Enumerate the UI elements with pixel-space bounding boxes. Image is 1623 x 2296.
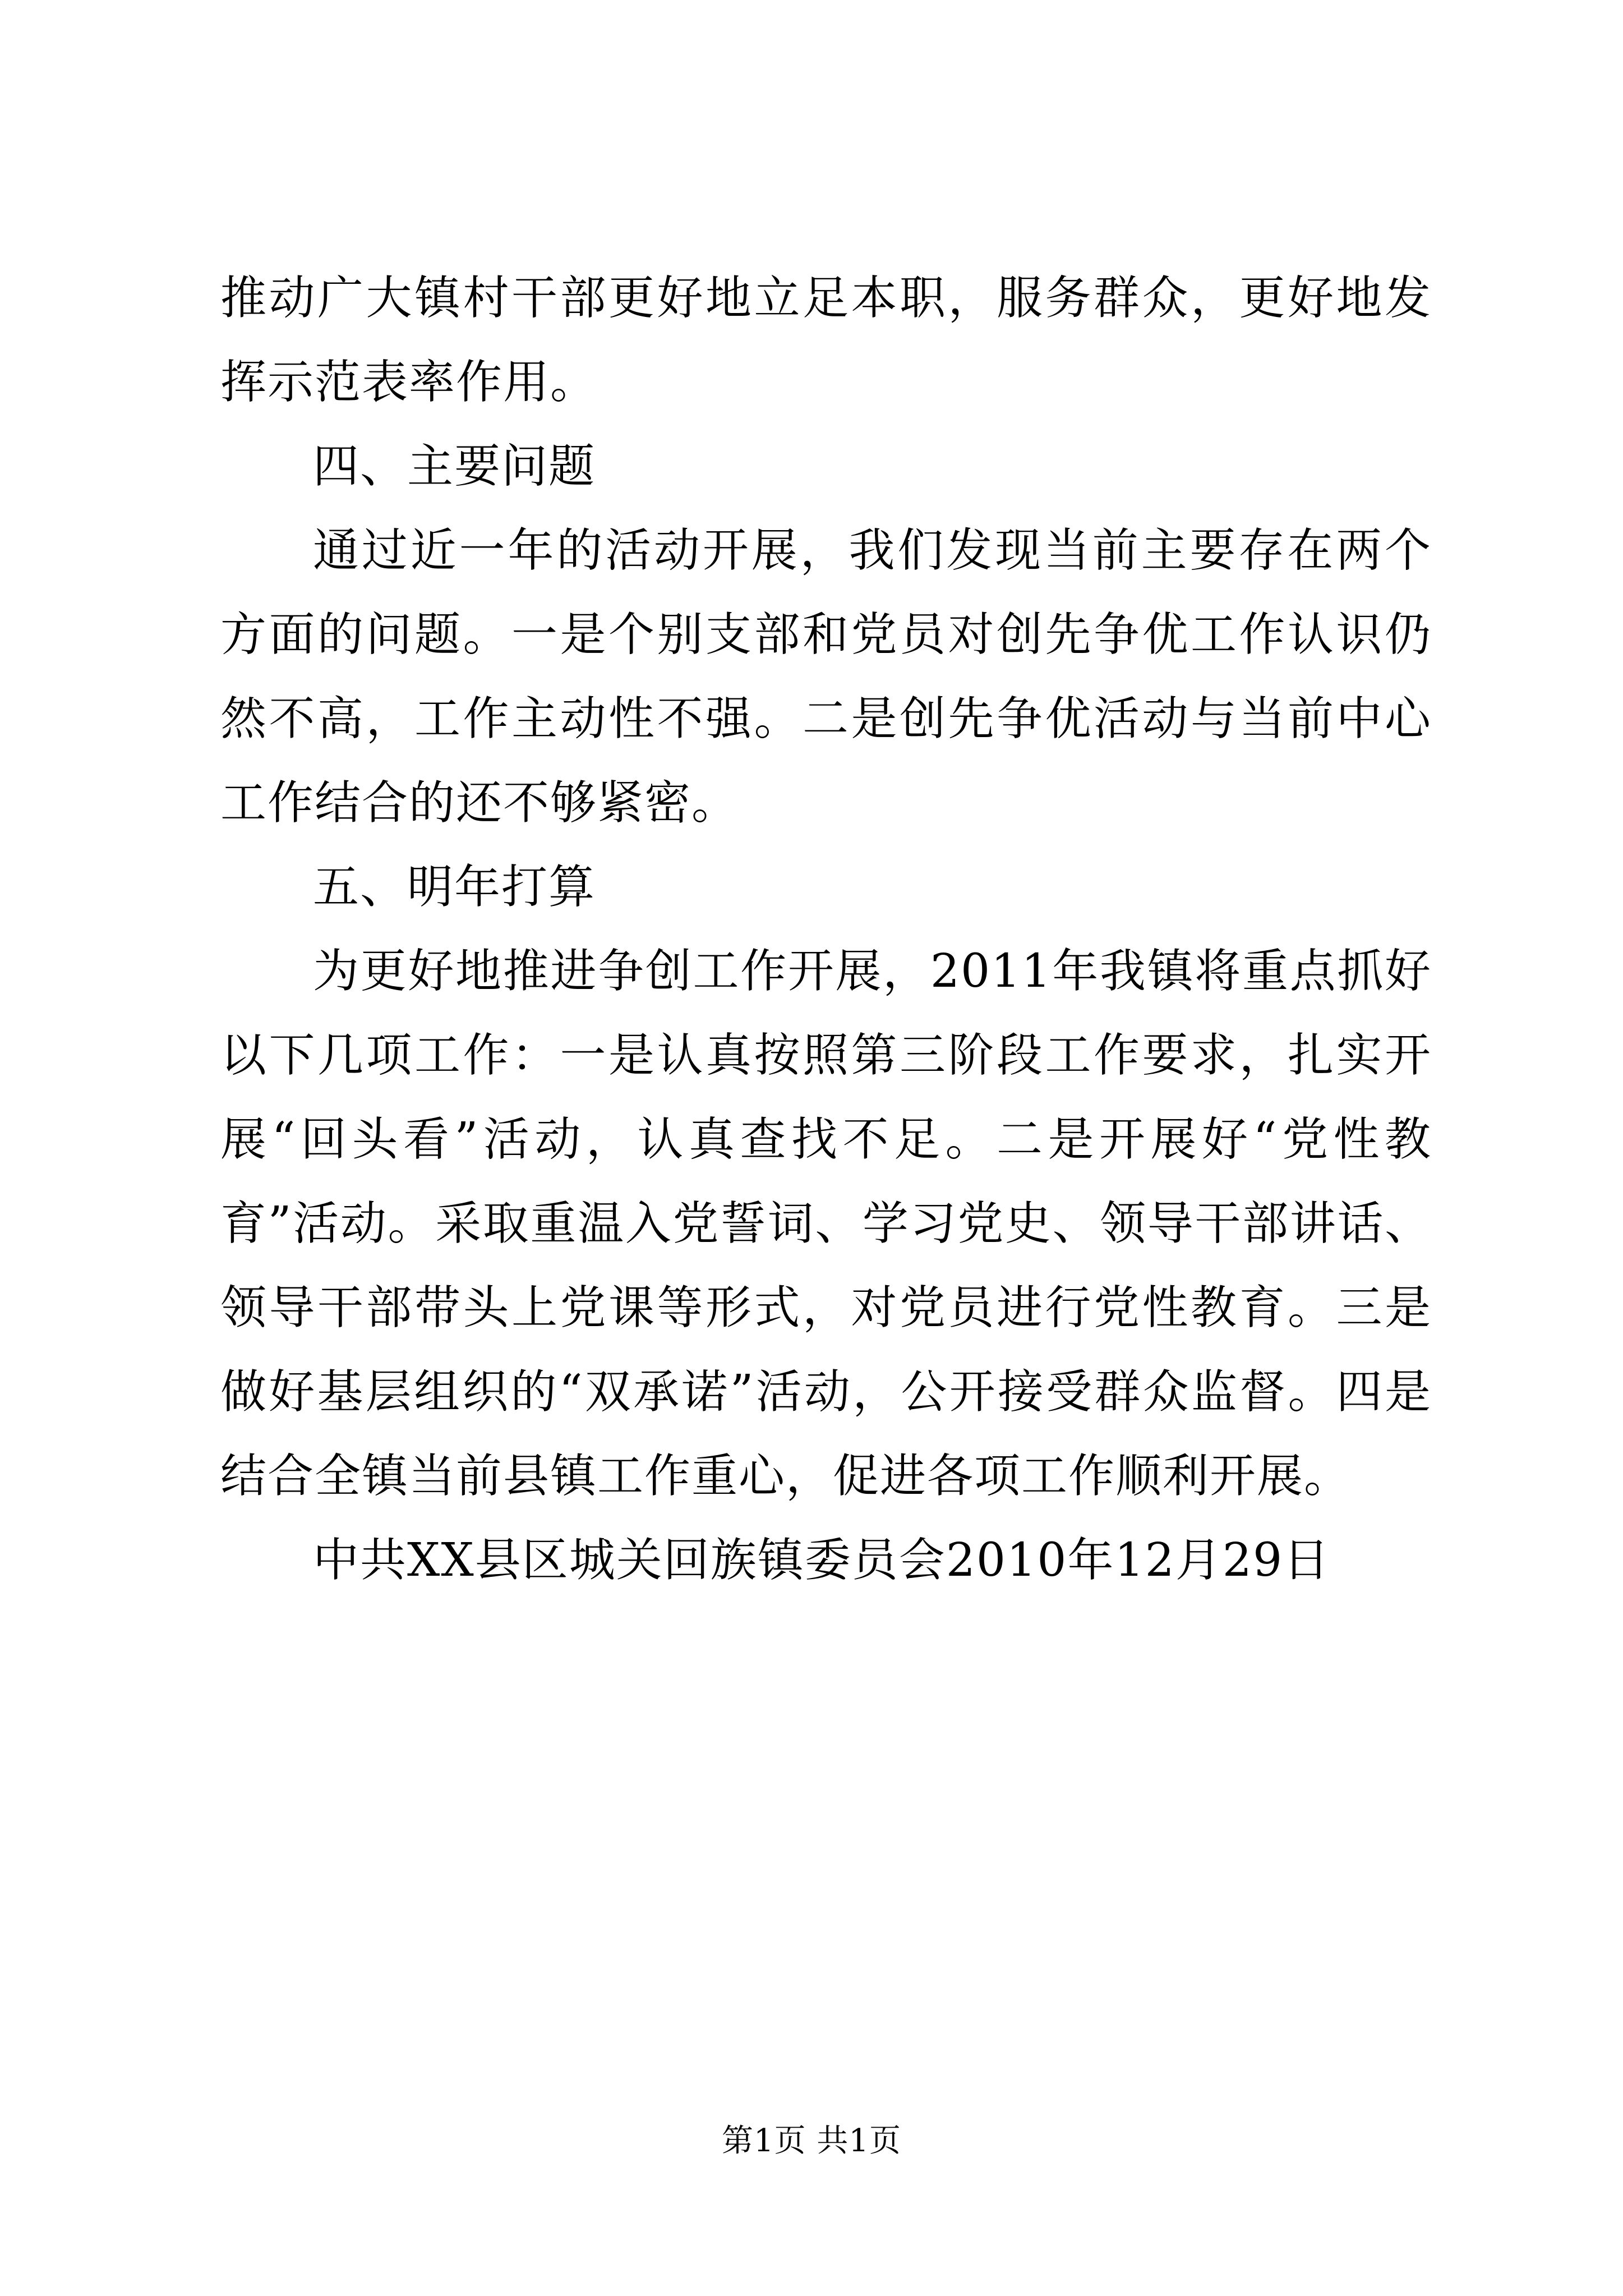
paragraph-next-year-plan: 为更好地推进争创工作开展，2011年我镇将重点抓好以下几项工作：一是认真按照第三阶段工作要求，扎实开展“回头看”活动，认真查找不足。二是开展好“党性教育”活动。采取重温入党誓词、学习党史、领导干部讲话、领导干部带头上党课等形式，对党员进行党性教育。三是做好基层组织的“双承诺”活动，公开接受群众监督。四是结合全镇当前县镇工作重心，促进各项工作顺利开展。 [220,945,1432,1503]
section-heading-main-problems: 四、主要问题 [313,440,596,493]
document-body [220,256,1432,1603]
page-footer: 第1页 共1页 [721,2123,902,2159]
section-heading-next-year-plan: 五、明年打算 [313,861,596,914]
paragraph-main-problems: 通过近一年的活动开展，我们发现当前主要存在两个方面的问题。一是个别支部和党员对创先争优工作认识仍然不高，工作主动性不强。二是创先争优活动与当前中心工作结合的还不够紧密。 [220,524,1432,830]
paragraph-continuation: 推动广大镇村干部更好地立足本职，服务群众，更好地发挥示范表率作用。 [220,272,1432,409]
signature-line: 中共XX县区城关回族镇委员会2010年12月29日 [313,1534,1331,1587]
